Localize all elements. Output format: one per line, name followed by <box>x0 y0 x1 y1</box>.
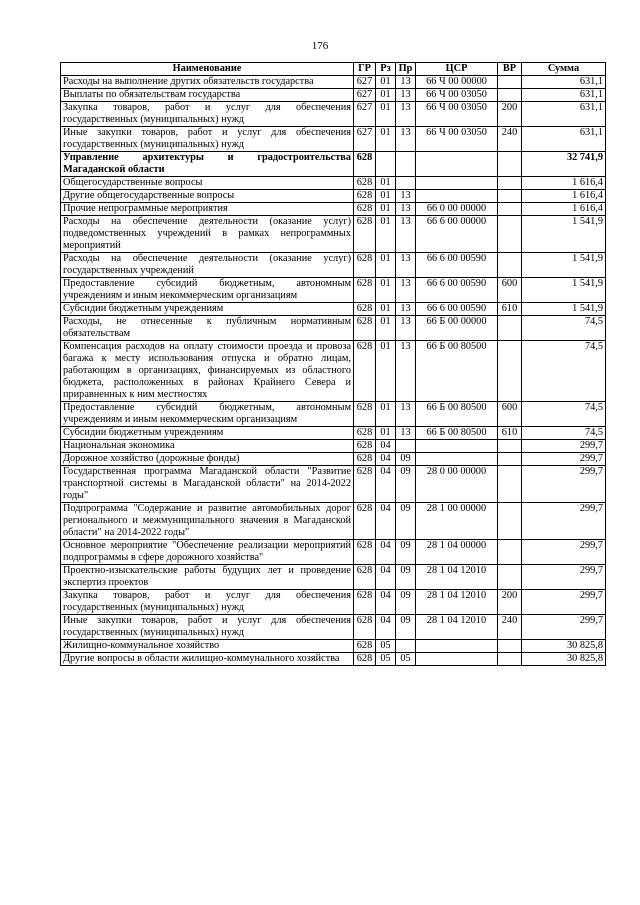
row-vr: 200 <box>498 590 522 615</box>
row-rz: 01 <box>376 402 396 427</box>
row-name: Закупка товаров, работ и услуг для обеспечения государственных (муниципальных) нужд <box>61 102 354 127</box>
row-gr: 627 <box>354 76 376 89</box>
row-csr <box>416 653 498 666</box>
row-gr: 628 <box>354 190 376 203</box>
row-pr: 05 <box>396 653 416 666</box>
row-csr: 66 Б 00 00000 <box>416 316 498 341</box>
row-csr <box>416 440 498 453</box>
row-vr <box>498 190 522 203</box>
row-rz: 04 <box>376 466 396 503</box>
row-sum: 74,5 <box>522 341 606 402</box>
table-row <box>61 203 606 216</box>
row-csr: 28 1 04 12010 <box>416 565 498 590</box>
page-number: 176 <box>311 40 329 52</box>
header-gr: ГР <box>354 63 376 76</box>
row-gr: 628 <box>354 540 376 565</box>
budget-table <box>60 62 606 666</box>
row-vr <box>498 341 522 402</box>
row-sum: 299,7 <box>522 440 606 453</box>
row-rz: 01 <box>376 316 396 341</box>
row-csr <box>416 177 498 190</box>
row-sum: 299,7 <box>522 590 606 615</box>
row-pr: 13 <box>396 303 416 316</box>
row-name: Другие вопросы в области жилищно-коммунального хозяйства <box>61 653 354 666</box>
table-row <box>61 76 606 89</box>
table-row <box>61 316 606 341</box>
row-name: Расходы на обеспечение деятельности (оказание услуг) подведомственных учреждений в рамках непрограммных мероприятий <box>61 216 354 253</box>
table-row <box>61 540 606 565</box>
row-gr: 628 <box>354 303 376 316</box>
row-sum: 631,1 <box>522 127 606 152</box>
row-csr: 66 Ч 00 03050 <box>416 102 498 127</box>
header-sum: Сумма <box>522 63 606 76</box>
row-vr <box>498 89 522 102</box>
row-name: Государственная программа Магаданской области "Развитие транспортной системы в Магаданской области" на 2014-2022 годы" <box>61 466 354 503</box>
row-rz: 04 <box>376 503 396 540</box>
row-pr: 13 <box>396 427 416 440</box>
row-gr: 627 <box>354 89 376 102</box>
table-row <box>61 341 606 402</box>
table-row <box>61 466 606 503</box>
row-gr: 628 <box>354 402 376 427</box>
row-name: Управление архитектуры и градостроительства Магаданской области <box>61 152 354 177</box>
row-gr: 628 <box>354 615 376 640</box>
row-vr <box>498 565 522 590</box>
row-sum: 299,7 <box>522 565 606 590</box>
row-csr: 66 Ч 00 03050 <box>416 89 498 102</box>
row-csr <box>416 453 498 466</box>
row-csr: 66 6 00 00590 <box>416 253 498 278</box>
row-rz: 01 <box>376 102 396 127</box>
header-name: Наименование <box>61 63 354 76</box>
row-rz: 04 <box>376 440 396 453</box>
table-body <box>61 76 606 666</box>
row-vr: 610 <box>498 303 522 316</box>
row-vr <box>498 653 522 666</box>
row-name: Иные закупки товаров, работ и услуг для обеспечения государственных (муниципальных) нужд <box>61 127 354 152</box>
row-csr <box>416 152 498 177</box>
row-pr: 09 <box>396 540 416 565</box>
row-sum: 1 541,9 <box>522 253 606 278</box>
row-pr <box>396 152 416 177</box>
row-vr <box>498 253 522 278</box>
row-vr <box>498 540 522 565</box>
table-header-row <box>61 63 606 76</box>
row-vr: 240 <box>498 615 522 640</box>
row-csr: 66 Б 00 80500 <box>416 341 498 402</box>
row-gr: 628 <box>354 640 376 653</box>
row-sum: 32 741,9 <box>522 152 606 177</box>
table-row <box>61 427 606 440</box>
row-vr: 610 <box>498 427 522 440</box>
row-pr <box>396 440 416 453</box>
row-sum: 631,1 <box>522 76 606 89</box>
row-name: Расходы, не отнесенные к публичным нормативным обязательствам <box>61 316 354 341</box>
row-gr: 628 <box>354 466 376 503</box>
row-pr: 13 <box>396 216 416 253</box>
row-rz: 01 <box>376 303 396 316</box>
row-gr: 628 <box>354 503 376 540</box>
row-pr: 13 <box>396 253 416 278</box>
row-gr: 628 <box>354 278 376 303</box>
row-rz: 04 <box>376 540 396 565</box>
row-name: Другие общегосударственные вопросы <box>61 190 354 203</box>
row-csr: 28 1 04 12010 <box>416 615 498 640</box>
row-vr: 200 <box>498 102 522 127</box>
row-sum: 74,5 <box>522 427 606 440</box>
row-gr: 628 <box>354 453 376 466</box>
row-csr: 66 0 00 00000 <box>416 203 498 216</box>
row-name: Иные закупки товаров, работ и услуг для обеспечения государственных (муниципальных) нужд <box>61 615 354 640</box>
row-sum: 299,7 <box>522 540 606 565</box>
row-vr: 600 <box>498 402 522 427</box>
table-row <box>61 89 606 102</box>
table-row <box>61 303 606 316</box>
header-pr: Пр <box>396 63 416 76</box>
row-pr: 13 <box>396 190 416 203</box>
row-sum: 299,7 <box>522 466 606 503</box>
row-rz: 04 <box>376 565 396 590</box>
table-row <box>61 565 606 590</box>
row-name: Дорожное хозяйство (дорожные фонды) <box>61 453 354 466</box>
row-sum: 631,1 <box>522 89 606 102</box>
row-rz: 01 <box>376 190 396 203</box>
table-row <box>61 127 606 152</box>
row-vr <box>498 203 522 216</box>
row-csr: 66 Б 00 80500 <box>416 427 498 440</box>
row-name: Предоставление субсидий бюджетным, автономным учреждениям и иным некоммерческим организациям <box>61 402 354 427</box>
row-csr: 66 Ч 00 00000 <box>416 76 498 89</box>
header-vr: ВР <box>498 63 522 76</box>
header-csr: ЦСР <box>416 63 498 76</box>
row-rz: 04 <box>376 590 396 615</box>
row-sum: 1 541,9 <box>522 303 606 316</box>
row-name: Общегосударственные вопросы <box>61 177 354 190</box>
row-pr: 13 <box>396 127 416 152</box>
row-rz: 04 <box>376 615 396 640</box>
row-vr <box>498 453 522 466</box>
row-rz: 01 <box>376 76 396 89</box>
row-csr: 66 6 00 00590 <box>416 303 498 316</box>
row-sum: 299,7 <box>522 615 606 640</box>
row-name: Компенсация расходов на оплату стоимости проезда и провоза багажа к месту использования отпуска и обратно лицам, работающим в организациях, финансируемых из областного бюджета, расположенных в районах Крайнего Севера и приравненных к ним местностях <box>61 341 354 402</box>
row-csr <box>416 640 498 653</box>
row-name: Жилищно-коммунальное хозяйство <box>61 640 354 653</box>
row-name: Расходы на выполнение других обязательств государства <box>61 76 354 89</box>
table-row <box>61 190 606 203</box>
row-pr <box>396 640 416 653</box>
row-name: Подпрограмма "Содержание и развитие автомобильных дорог регионального и межмуниципального значения в Магаданской области" на 2014-2022 годы" <box>61 503 354 540</box>
table-row <box>61 152 606 177</box>
row-sum: 1 616,4 <box>522 190 606 203</box>
row-pr: 09 <box>396 565 416 590</box>
row-rz: 01 <box>376 253 396 278</box>
row-name: Основное мероприятие "Обеспечение реализации мероприятий подпрограммы в сфере дорожного хозяйства" <box>61 540 354 565</box>
row-csr: 28 1 00 00000 <box>416 503 498 540</box>
row-vr: 240 <box>498 127 522 152</box>
row-pr: 13 <box>396 316 416 341</box>
table-row <box>61 216 606 253</box>
row-sum: 74,5 <box>522 402 606 427</box>
row-vr <box>498 216 522 253</box>
header-rz: Рз <box>376 63 396 76</box>
row-rz: 01 <box>376 177 396 190</box>
row-pr <box>396 177 416 190</box>
row-pr: 09 <box>396 503 416 540</box>
row-csr: 66 Б 00 80500 <box>416 402 498 427</box>
row-sum: 30 825,8 <box>522 640 606 653</box>
row-pr: 09 <box>396 453 416 466</box>
row-pr: 09 <box>396 615 416 640</box>
row-csr: 66 6 00 00000 <box>416 216 498 253</box>
row-csr: 28 1 04 00000 <box>416 540 498 565</box>
row-sum: 299,7 <box>522 453 606 466</box>
row-pr: 13 <box>396 341 416 402</box>
row-gr: 628 <box>354 177 376 190</box>
row-pr: 13 <box>396 278 416 303</box>
row-gr: 628 <box>354 203 376 216</box>
table-row <box>61 590 606 615</box>
row-rz: 05 <box>376 640 396 653</box>
row-gr: 628 <box>354 253 376 278</box>
row-vr <box>498 466 522 503</box>
row-name: Прочие непрограммные мероприятия <box>61 203 354 216</box>
table-row <box>61 278 606 303</box>
table-row <box>61 615 606 640</box>
row-vr <box>498 152 522 177</box>
table-row <box>61 503 606 540</box>
row-sum: 1 616,4 <box>522 177 606 190</box>
row-gr: 628 <box>354 152 376 177</box>
row-csr: 28 1 04 12010 <box>416 590 498 615</box>
row-rz: 01 <box>376 341 396 402</box>
row-rz: 01 <box>376 89 396 102</box>
row-pr: 09 <box>396 590 416 615</box>
row-csr: 66 6 00 00590 <box>416 278 498 303</box>
row-name: Выплаты по обязательствам государства <box>61 89 354 102</box>
row-vr <box>498 503 522 540</box>
row-name: Закупка товаров, работ и услуг для обеспечения государственных (муниципальных) нужд <box>61 590 354 615</box>
row-sum: 1 616,4 <box>522 203 606 216</box>
row-csr: 66 Ч 00 03050 <box>416 127 498 152</box>
row-gr: 627 <box>354 127 376 152</box>
table-row <box>61 402 606 427</box>
row-pr: 13 <box>396 402 416 427</box>
row-pr: 13 <box>396 102 416 127</box>
table-row <box>61 177 606 190</box>
row-name: Проектно-изыскательские работы будущих лет и проведение экспертиз проектов <box>61 565 354 590</box>
table-row <box>61 102 606 127</box>
row-pr: 13 <box>396 203 416 216</box>
row-vr <box>498 76 522 89</box>
row-sum: 1 541,9 <box>522 278 606 303</box>
row-sum: 299,7 <box>522 503 606 540</box>
row-name: Расходы на обеспечение деятельности (оказание услуг) государственных учреждений <box>61 253 354 278</box>
table-row <box>61 640 606 653</box>
row-pr: 13 <box>396 89 416 102</box>
row-gr: 627 <box>354 102 376 127</box>
row-pr: 13 <box>396 76 416 89</box>
row-gr: 628 <box>354 216 376 253</box>
row-pr: 09 <box>396 466 416 503</box>
row-gr: 628 <box>354 653 376 666</box>
row-name: Национальная экономика <box>61 440 354 453</box>
table-row <box>61 453 606 466</box>
row-rz: 01 <box>376 278 396 303</box>
row-csr: 28 0 00 00000 <box>416 466 498 503</box>
row-gr: 628 <box>354 565 376 590</box>
row-gr: 628 <box>354 341 376 402</box>
row-vr <box>498 640 522 653</box>
row-sum: 631,1 <box>522 102 606 127</box>
row-gr: 628 <box>354 316 376 341</box>
row-vr <box>498 440 522 453</box>
row-csr <box>416 190 498 203</box>
row-name: Субсидии бюджетным учреждениям <box>61 303 354 316</box>
row-rz: 05 <box>376 653 396 666</box>
row-name: Предоставление субсидий бюджетным, автономным учреждениям и иным некоммерческим организациям <box>61 278 354 303</box>
row-gr: 628 <box>354 590 376 615</box>
row-name: Субсидии бюджетным учреждениям <box>61 427 354 440</box>
row-vr <box>498 316 522 341</box>
row-sum: 1 541,9 <box>522 216 606 253</box>
row-gr: 628 <box>354 427 376 440</box>
row-sum: 30 825,8 <box>522 653 606 666</box>
table-row <box>61 253 606 278</box>
row-rz <box>376 152 396 177</box>
row-rz: 01 <box>376 203 396 216</box>
table-row <box>61 440 606 453</box>
row-rz: 04 <box>376 453 396 466</box>
row-gr: 628 <box>354 440 376 453</box>
table-row <box>61 653 606 666</box>
row-vr: 600 <box>498 278 522 303</box>
row-rz: 01 <box>376 427 396 440</box>
row-rz: 01 <box>376 216 396 253</box>
row-rz: 01 <box>376 127 396 152</box>
row-vr <box>498 177 522 190</box>
row-sum: 74,5 <box>522 316 606 341</box>
